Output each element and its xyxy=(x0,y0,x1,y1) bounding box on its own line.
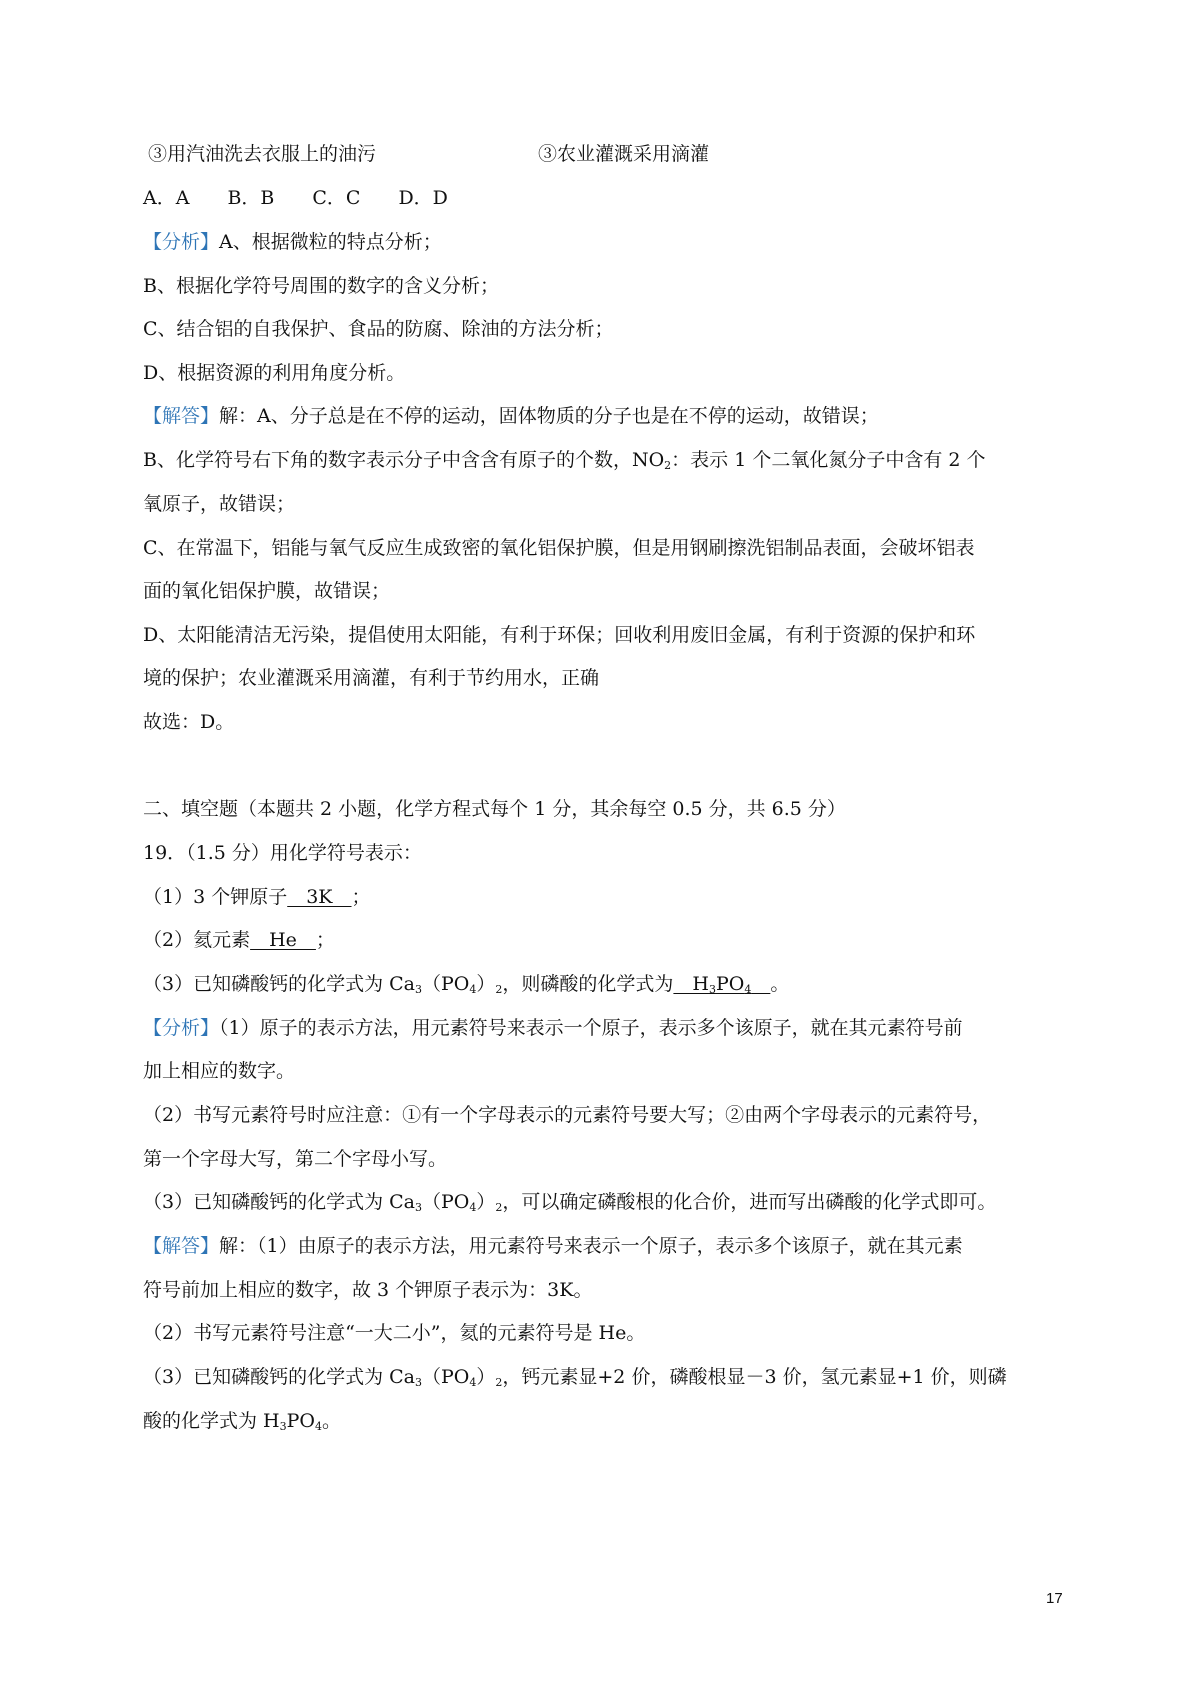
text-line: （2）书写元素符号注意“一大二小”，氦的元素符号是 He。 xyxy=(143,1322,646,1344)
analysis-tag: 【分析】 xyxy=(143,231,220,253)
answer-blank: He xyxy=(250,929,316,951)
answer-blank: $H_3PO_4$ xyxy=(673,973,752,996)
analysis-tag: 【分析】 xyxy=(143,1017,220,1039)
text-line: B、根据化学符号周围的数字的含义分析； xyxy=(143,275,499,297)
solution-line: 【解答】解：（1）由原子的表示方法，用元素符号来表示一个原子，表示多个该原子，就在其元素 xyxy=(143,1235,963,1257)
text-line: 氧原子，故错误； xyxy=(143,493,296,515)
text-line: 酸的化学式为 $H_3PO_4$。 xyxy=(143,1410,341,1433)
analysis-line: 【分析】A、根据微粒的特点分析； xyxy=(143,231,442,253)
text-line: 故选：D。 xyxy=(143,711,235,733)
page-number: 17 xyxy=(1046,1590,1063,1607)
question-19-part-2: （2）氦元素 He ； xyxy=(143,929,335,951)
text-line: 面的氧化铝保护膜，故错误； xyxy=(143,580,391,602)
question-19: 19．（1.5 分）用化学符号表示： xyxy=(143,842,422,864)
solution-tag: 【解答】 xyxy=(143,1235,220,1257)
text-line: （2）书写元素符号时应注意：①有一个字母表示的元素符号要大写；②由两个字母表示的元素符号， xyxy=(143,1104,992,1126)
answer-choices: A．A B．B C．C D．D xyxy=(143,187,448,209)
question-19-part-1: （1）3 个钾原子 3K ； xyxy=(143,886,371,908)
answer-blank: 3K xyxy=(287,886,352,908)
text-line: D、根据资源的利用角度分析。 xyxy=(143,362,406,384)
text-line: 第一个字母大写，第二个字母小写。 xyxy=(143,1148,448,1170)
text-line: C、在常温下，铝能与氧气反应生成致密的氧化铝保护膜，但是用钢刷擦洗铝制品表面，会破坏铝表 xyxy=(143,537,975,559)
option-line-b: ③农业灌溉采用滴灌 xyxy=(538,143,710,165)
section-heading: 二、填空题（本题共 2 小题，化学方程式每个 1 分，其余每空 0.5 分，共 6.5 分） xyxy=(143,798,846,820)
text-line: B、化学符号右下角的数字表示分子中含含有原子的个数，$NO_2$：表示 1 个二氧化氮分子中含有 2 个 xyxy=(143,449,986,472)
question-19-part-3: （3）已知磷酸钙的化学式为 $Ca_3(PO_4)_2$，则磷酸的化学式为 $H_3PO_4$ 。 xyxy=(143,973,790,996)
text-line: （3）已知磷酸钙的化学式为 $Ca_3(PO_4)_2$，可以确定磷酸根的化合价，进而写出磷酸的化学式即可。 xyxy=(143,1191,997,1214)
text-line: C、结合铝的自我保护、食品的防腐、除油的方法分析； xyxy=(143,318,614,340)
text-line: D、太阳能清洁无污染，提倡使用太阳能，有利于环保；回收利用废旧金属，有利于资源的保护和环 xyxy=(143,624,976,646)
text-line: 加上相应的数字。 xyxy=(143,1060,296,1082)
text-line: 符号前加上相应的数字，故 3 个钾原子表示为：3K。 xyxy=(143,1279,593,1301)
solution-line: 【解答】解：A、分子总是在不停的运动，固体物质的分子也是在不停的运动，故错误； xyxy=(143,405,879,427)
option-line-a: ③用汽油洗去衣服上的油污 xyxy=(148,143,377,165)
solution-tag: 【解答】 xyxy=(143,405,220,427)
analysis-line: 【分析】（1）原子的表示方法，用元素符号来表示一个原子，表示多个该原子，就在其元素符号前 xyxy=(143,1017,963,1039)
text-line: （3）已知磷酸钙的化学式为 $Ca_3(PO_4)_2$，钙元素显+2 价，磷酸根显－3 价，氢元素显+1 价，则磷 xyxy=(143,1366,1007,1389)
text-line: 境的保护；农业灌溉采用滴灌，有利于节约用水，正确 xyxy=(143,667,600,689)
